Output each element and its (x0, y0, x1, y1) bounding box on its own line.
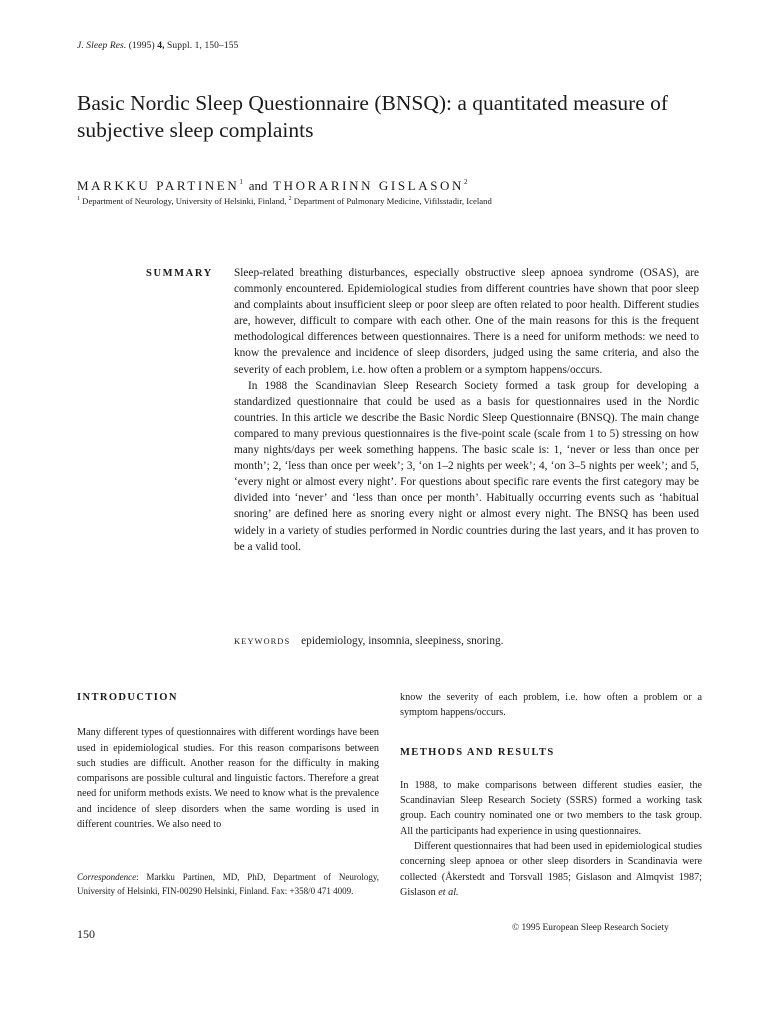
left-column (77, 690, 379, 832)
correspondence-text: : Markku Partinen, MD, PhD, Department of Neurology, University of Helsinki, FIN-00290 Helsinki, Finland. Fax: +358/0 471 4009. (77, 872, 379, 896)
journal-pages: Suppl. 1, 150–155 (167, 41, 239, 51)
copyright-notice: © 1995 European Sleep Research Society (512, 923, 669, 933)
author-first: MARKKU PARTINEN (77, 178, 240, 193)
methods-heading: METHODS AND RESULTS (400, 746, 555, 758)
keywords (234, 631, 503, 649)
author-second: THORARINN GISLASON (273, 178, 464, 193)
affiliation-2: Department of Pulmonary Medicine, Vifilsstadir, Iceland (293, 196, 492, 206)
affiliations (77, 196, 492, 206)
summary-paragraph: In 1988 the Scandinavian Sleep Research Society formed a task group for developing a standardized questionnaire that could be used as a basis for questionnaires used in the Nordic countries. In this article we describe the Basic Nordic Sleep Questionnaire (BNSQ). The main change compared to many previous questionnaires is the five-point scale (scale from 1 to 5) stressing on how many nights/days per week something happens. The basic scale is: 1, ‘never or less than once per month’; 2, ‘less than once per week’; 3, ‘on 1–2 nights per week’; 4, ‘on 3–5 nights per week’; and 5, ‘every night or almost every night’. For questions about specific rare events the first category may be divided into ‘never’ and ‘less than once per month’. Habitually occurring events such as ‘habitual snoring’ are defined here as snoring every night or almost every night. The BNSQ has been used widely in a variety of studies performed in Nordic countries during the last years, and it has proven to be a valid tool. (234, 379, 699, 553)
summary-label: SUMMARY (146, 268, 213, 279)
journal-volume: 4, (157, 41, 165, 51)
affiliation-mark-2: 2 (288, 196, 292, 202)
journal-reference (77, 41, 238, 51)
methods-paragraph (400, 839, 702, 900)
right-column (400, 690, 702, 900)
introduction-continuation: know the severity of each problem, i.e. how often a problem or a symptom happens/occurs. (400, 692, 702, 719)
summary-paragraph: Sleep-related breathing disturbances, especially obstructive sleep apnoea syndrome (OSAS), are commonly encountered. Epidemiological studies from different countries have shown that poor sleep and complaints about insufficient sleep or poor sleep are often related to poor health. Different studies are, however, difficult to compare with each other. One of the main reasons for this is the frequent methodological differences between questionnaires. There is a need for uniform methods: we need to know the prevalence and incidence of sleep disorders, judged using the same criteria, and also the severity of each problem, i.e. how often a problem or a symptom happens/occurs. (234, 267, 699, 376)
methods-paragraph-text: Different questionnaires that had been used in epidemiological studies concerning sleep apnoea or other sleep disorders in Scandinavia were collected (Åkerstedt and Torsvall 1985; Gislason and Almqvist 1987; Gislason (400, 841, 702, 898)
summary-body (234, 265, 699, 555)
author-conjunction: and (248, 178, 268, 193)
methods-paragraph: In 1988, to make comparisons between different studies easier, the Scandinavian Sleep Research Society (SSRS) formed a working task group. Each country nominated one or two members to the task group. All the participants had experience in using questionnaires. (400, 779, 702, 837)
correspondence-label: Correspondence (77, 872, 137, 882)
affiliation-1: Department of Neurology, University of Helsinki, Finland, (82, 196, 287, 206)
page-number: 150 (77, 927, 95, 941)
journal-year: (1995) (128, 41, 155, 51)
author-line (77, 178, 468, 194)
article-title: Basic Nordic Sleep Questionnaire (BNSQ): a quantitated measure of subjective sleep complaints (77, 91, 669, 142)
affiliation-mark-1: 1 (77, 196, 80, 202)
introduction-text: Many different types of questionnaires with different wordings have been used in epidemiological studies. For this reason comparisons between such studies are difficult. Another reason for the difficulty in making comparisons are possible cultural and linguistic factors. Therefore a great need for uniform methods exists. We need to know what is the prevalence and incidence of sleep disorders when the same wording is used in different countries. We also need to (77, 727, 379, 831)
methods-etal: et al. (438, 886, 459, 898)
journal-name: J. Sleep Res. (77, 41, 127, 51)
introduction-heading: INTRODUCTION (77, 692, 178, 703)
author-first-affiliation-mark: 1 (239, 178, 243, 186)
correspondence-note (77, 871, 379, 898)
keywords-label: KEYWORDS (234, 636, 291, 646)
author-second-affiliation-mark: 2 (464, 178, 468, 186)
keywords-text: epidemiology, insomnia, sleepiness, snoring. (301, 635, 504, 647)
